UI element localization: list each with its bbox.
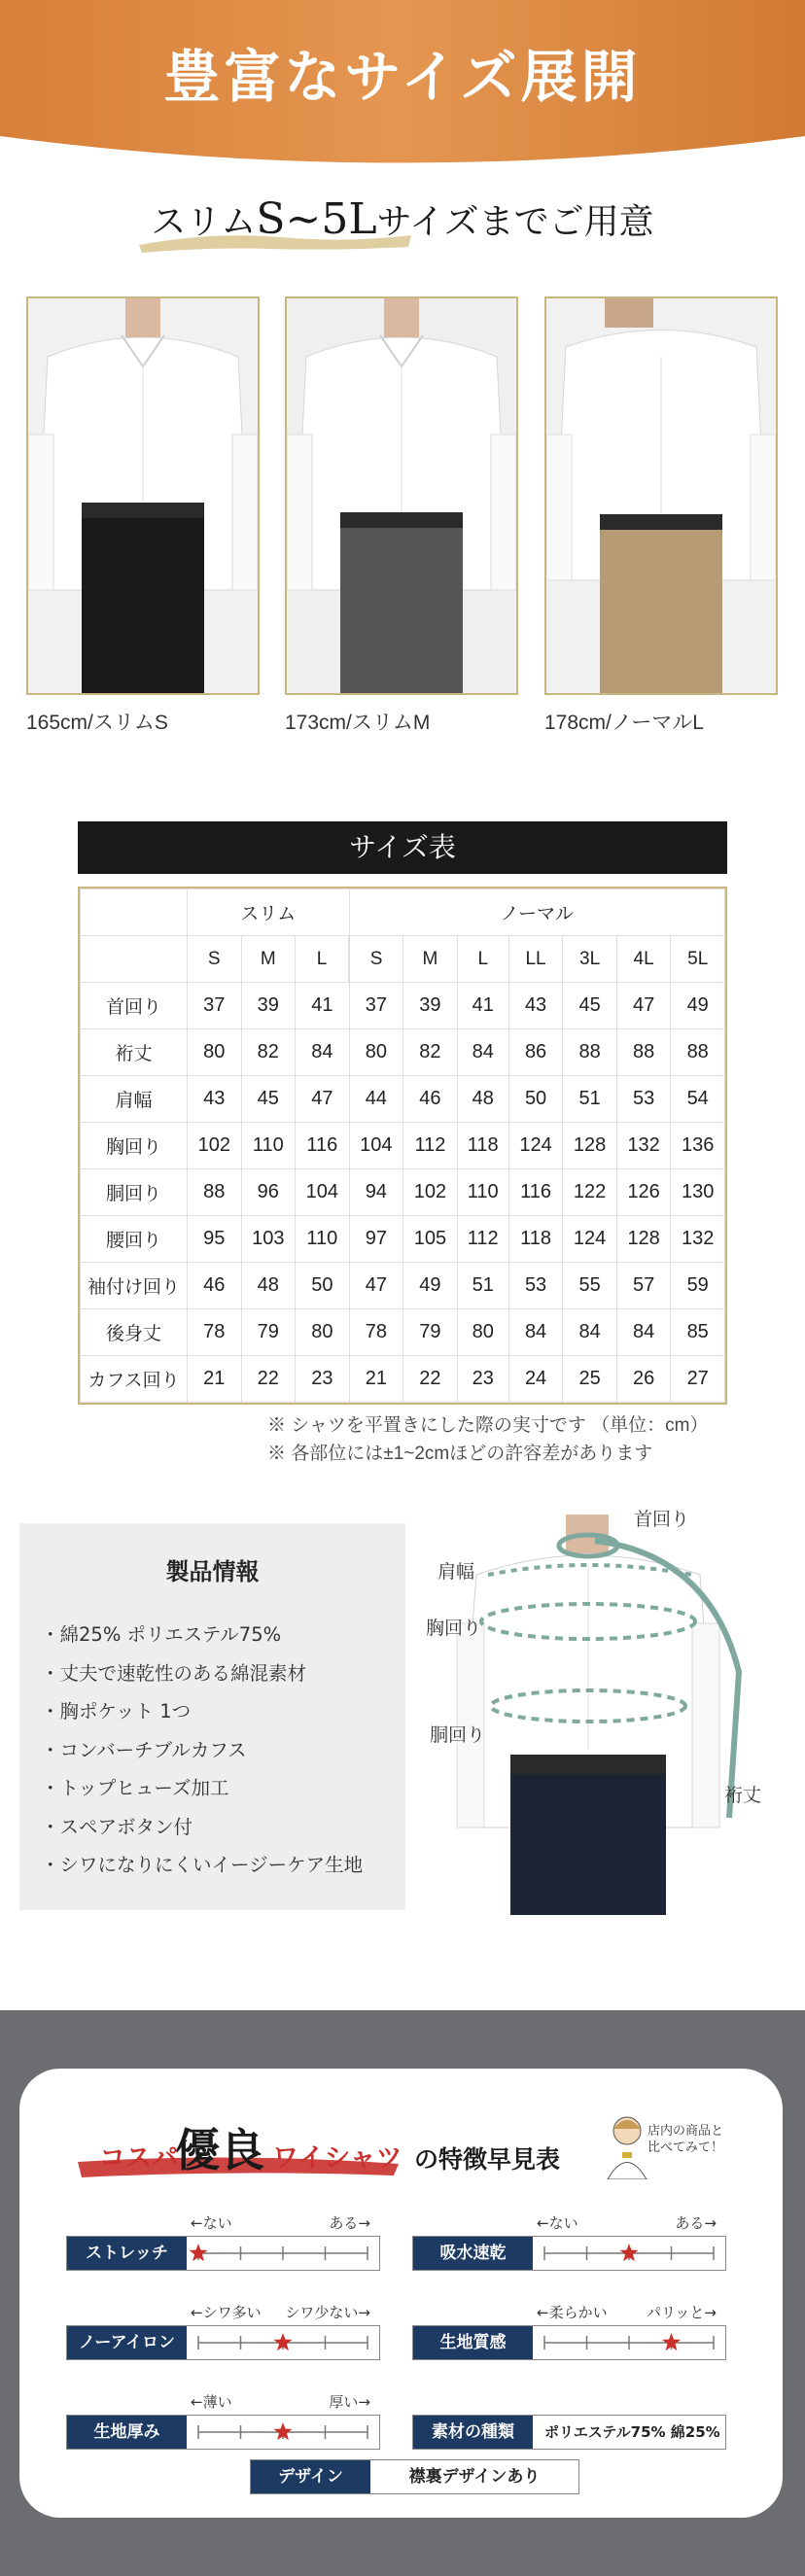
- table-cell: 48: [241, 1263, 296, 1309]
- metric-bar: [412, 2236, 726, 2271]
- table-cell: 96: [241, 1169, 296, 1216]
- table-cell: 46: [403, 1076, 458, 1123]
- size-header-cell: S: [349, 936, 403, 983]
- table-cell: 102: [403, 1169, 458, 1216]
- table-cell: 59: [671, 1263, 725, 1309]
- table-cell: 44: [349, 1076, 403, 1123]
- row-header: 袖付け回り: [81, 1263, 188, 1309]
- metric-left-label: ←シワ多い: [191, 2304, 262, 2321]
- table-cell: 78: [188, 1309, 242, 1356]
- table-cell: 51: [457, 1263, 508, 1309]
- metric-bar: [412, 2325, 726, 2360]
- table-cell: 112: [457, 1216, 508, 1263]
- table-cell: 43: [508, 983, 563, 1029]
- metric-scale: [187, 2416, 379, 2449]
- title-rest: の特徴早見表: [414, 2145, 561, 2174]
- page-title: 豊富なサイズ展開: [163, 44, 642, 110]
- group-normal: ノーマル: [349, 889, 724, 936]
- metric-scale-ends: [66, 2212, 380, 2232]
- table-cell: 50: [508, 1076, 563, 1123]
- table-cell: 128: [616, 1216, 671, 1263]
- table-cell: 85: [671, 1309, 725, 1356]
- model-card: [285, 296, 518, 736]
- title-waisha: ワイシャツ: [272, 2143, 402, 2174]
- model-card: [26, 296, 260, 736]
- table-cell: 37: [349, 983, 403, 1029]
- table-cell: 22: [403, 1356, 458, 1403]
- list-item: ・トップヒューズ加工: [41, 1777, 229, 1799]
- table-cell: 132: [616, 1123, 671, 1169]
- table-cell: 128: [563, 1123, 617, 1169]
- table-cell: 104: [349, 1123, 403, 1169]
- table-cell: 23: [296, 1356, 350, 1403]
- table-cell: 118: [508, 1216, 563, 1263]
- table-cell: 37: [188, 983, 242, 1029]
- table-cell: 54: [671, 1076, 725, 1123]
- subtitle-range: S~5L: [256, 194, 377, 244]
- table-cell: 116: [508, 1169, 563, 1216]
- metric-label: 生地厚み: [67, 2416, 187, 2449]
- metric-right-label: シワ少ない→: [285, 2304, 370, 2321]
- table-cell: 132: [671, 1216, 725, 1263]
- table-cell: 27: [671, 1356, 725, 1403]
- table-cell: 124: [508, 1123, 563, 1169]
- table-row: [81, 1029, 725, 1076]
- table-cell: 97: [349, 1216, 403, 1263]
- product-info-title: 製品情報: [165, 1558, 260, 1585]
- table-cell: 53: [616, 1076, 671, 1123]
- table-cell: 84: [457, 1029, 508, 1076]
- model-photo: [285, 296, 518, 695]
- table-cell: 82: [403, 1029, 458, 1076]
- table-cell: 79: [403, 1309, 458, 1356]
- metric-left-label: ←薄い: [191, 2393, 232, 2411]
- note-line: ※ シャツを平置きにした際の実寸です （単位：cm）: [267, 1415, 709, 1436]
- table-cell: 53: [508, 1263, 563, 1309]
- list-item: ・綿25% ポリエステル75%: [41, 1623, 282, 1646]
- table-cell: 39: [403, 983, 458, 1029]
- metric-bar: [66, 2325, 380, 2360]
- title-cosupa: コスパ: [99, 2143, 178, 2174]
- metric-scale: [187, 2237, 379, 2270]
- table-cell: 84: [616, 1309, 671, 1356]
- metric-label: 素材の種類: [413, 2416, 533, 2449]
- table-cell: 49: [403, 1263, 458, 1309]
- table-cell: 21: [349, 1356, 403, 1403]
- table-cell: 103: [241, 1216, 296, 1263]
- label-waist: 胴回り: [430, 1724, 486, 1746]
- staff-illustration-icon: [603, 2111, 651, 2179]
- product-info-panel: [19, 1523, 405, 1910]
- design-value: 襟裏デザインあり: [408, 2467, 541, 2487]
- size-table-title: サイズ表: [78, 821, 727, 874]
- table-cell: 102: [188, 1123, 242, 1169]
- row-header: 首回り: [81, 983, 188, 1029]
- table-cell: 88: [188, 1169, 242, 1216]
- table-cell: 41: [296, 983, 350, 1029]
- size-header-cell: S: [188, 936, 242, 983]
- table-cell: 88: [671, 1029, 725, 1076]
- metric-left-label: ←柔らかい: [537, 2304, 608, 2321]
- list-item: ・コンバーチブルカフス: [41, 1738, 247, 1761]
- metric-right-label: ある→: [329, 2214, 370, 2232]
- table-cell: 41: [457, 983, 508, 1029]
- product-info-list: [41, 1616, 363, 1885]
- table-row: [81, 1263, 725, 1309]
- measurement-diagram: [418, 1497, 805, 1915]
- size-table: [78, 887, 727, 1405]
- metric-scale-ends: [412, 2212, 726, 2232]
- feature-metric: [412, 2391, 726, 2450]
- metric-left-label: ←ない: [537, 2214, 578, 2232]
- table-cell: 84: [508, 1309, 563, 1356]
- table-row: [81, 1123, 725, 1169]
- metric-left-label: ←ない: [191, 2214, 232, 2232]
- design-row: [250, 2459, 579, 2494]
- row-header: 肩幅: [81, 1076, 188, 1123]
- metric-bar: [412, 2415, 726, 2450]
- table-cell: 122: [563, 1169, 617, 1216]
- table-cell: 84: [563, 1309, 617, 1356]
- table-row: [81, 1216, 725, 1263]
- design-label: デザイン: [251, 2460, 370, 2493]
- table-cell: 130: [671, 1169, 725, 1216]
- metric-value: ポリエステル75% 綿25%: [544, 2423, 720, 2441]
- table-cell: 47: [616, 983, 671, 1029]
- table-cell: 47: [349, 1263, 403, 1309]
- corner-cell: [81, 889, 188, 936]
- feature-card: [19, 2069, 783, 2518]
- row-header: 後身丈: [81, 1309, 188, 1356]
- table-cell: 88: [563, 1029, 617, 1076]
- metric-right-label: ある→: [675, 2214, 717, 2232]
- title-yuryo: 優良: [175, 2124, 264, 2176]
- size-group-row: [81, 889, 725, 936]
- metric-scale-ends: [66, 2302, 380, 2321]
- table-cell: 78: [349, 1309, 403, 1356]
- metric-scale-ends: [412, 2302, 726, 2321]
- metric-scale-ends: [66, 2391, 380, 2411]
- list-item: ・胸ポケット 1つ: [41, 1700, 192, 1723]
- subtitle: [0, 194, 805, 244]
- table-row: [81, 1356, 725, 1403]
- table-cell: 22: [241, 1356, 296, 1403]
- table-cell: 49: [671, 983, 725, 1029]
- size-header-cell: M: [403, 936, 458, 983]
- table-cell: 110: [241, 1123, 296, 1169]
- table-cell: 80: [457, 1309, 508, 1356]
- subtitle-lead: スリム: [151, 202, 257, 242]
- model-caption: 173cm/スリムM: [285, 712, 431, 734]
- metric-label: 生地質感: [413, 2326, 533, 2359]
- list-item: ・スペアボタン付: [41, 1815, 193, 1838]
- speech-bubble: 店内の商品と比べてみて！: [647, 2124, 723, 2155]
- metric-scale: [533, 2237, 725, 2270]
- corner-cell: [81, 936, 188, 983]
- table-cell: 94: [349, 1169, 403, 1216]
- size-notes: [267, 1411, 709, 1468]
- shirt-diagram-image: [418, 1497, 805, 1915]
- feature-metric: [66, 2212, 380, 2271]
- table-cell: 124: [563, 1216, 617, 1263]
- table-cell: 24: [508, 1356, 563, 1403]
- table-cell: 80: [349, 1029, 403, 1076]
- metric-bar: [66, 2415, 380, 2450]
- table-cell: 112: [403, 1123, 458, 1169]
- row-header: 腰回り: [81, 1216, 188, 1263]
- table-cell: 39: [241, 983, 296, 1029]
- model-caption: 178cm/ノーマルL: [544, 712, 704, 734]
- table-cell: 88: [616, 1029, 671, 1076]
- feature-metric: [412, 2302, 726, 2360]
- table-cell: 45: [241, 1076, 296, 1123]
- metric-scale: [533, 2326, 725, 2359]
- label-sleeve: 裄丈: [724, 1785, 762, 1806]
- note-line: ※ 各部位には±1~2cmほどの許容差があります: [267, 1444, 653, 1464]
- metric-bar: [66, 2236, 380, 2271]
- table-cell: 80: [296, 1309, 350, 1356]
- metric-right-label: 厚い→: [329, 2393, 370, 2411]
- size-header-cell: 4L: [616, 936, 671, 983]
- metric-scale: [187, 2326, 379, 2359]
- model-photo: [26, 296, 260, 695]
- table-cell: 84: [296, 1029, 350, 1076]
- table-cell: 86: [508, 1029, 563, 1076]
- feature-metric: [412, 2212, 726, 2271]
- table-cell: 136: [671, 1123, 725, 1169]
- table-cell: 21: [188, 1356, 242, 1403]
- size-header-cell: 3L: [563, 936, 617, 983]
- table-cell: 45: [563, 983, 617, 1029]
- list-item: ・シワになりにくいイージーケア生地: [41, 1854, 364, 1876]
- table-row: [81, 1076, 725, 1123]
- table-cell: 25: [563, 1356, 617, 1403]
- table-cell: 110: [457, 1169, 508, 1216]
- table-cell: 26: [616, 1356, 671, 1403]
- table-cell: 118: [457, 1123, 508, 1169]
- table-row: [81, 1169, 725, 1216]
- model-caption: 165cm/スリムS: [26, 712, 168, 734]
- row-header: カフス回り: [81, 1356, 188, 1403]
- feature-metric: [66, 2391, 380, 2450]
- table-cell: 79: [241, 1309, 296, 1356]
- table-cell: 110: [296, 1216, 350, 1263]
- row-header: 胴回り: [81, 1169, 188, 1216]
- metric-right-label: パリッと→: [647, 2304, 717, 2321]
- table-cell: 50: [296, 1263, 350, 1309]
- table-cell: 80: [188, 1029, 242, 1076]
- table-cell: 95: [188, 1216, 242, 1263]
- row-header: 胸回り: [81, 1123, 188, 1169]
- table-cell: 43: [188, 1076, 242, 1123]
- label-chest: 胸回り: [426, 1618, 482, 1639]
- table-cell: 48: [457, 1076, 508, 1123]
- size-header-cell: L: [296, 936, 350, 983]
- feature-card-header: [78, 2104, 739, 2181]
- table-row: [81, 1309, 725, 1356]
- size-header-cell: L: [457, 936, 508, 983]
- subtitle-tail: サイズまでご用意: [376, 202, 654, 242]
- table-cell: 46: [188, 1263, 242, 1309]
- table-cell: 104: [296, 1169, 350, 1216]
- table-cell: 51: [563, 1076, 617, 1123]
- table-cell: 126: [616, 1169, 671, 1216]
- list-item: ・丈夫で速乾性のある綿混素材: [41, 1661, 307, 1685]
- size-header-cell: 5L: [671, 936, 725, 983]
- table-cell: 23: [457, 1356, 508, 1403]
- metric-label: ノーアイロン: [67, 2326, 187, 2359]
- table-cell: 82: [241, 1029, 296, 1076]
- model-photo: [544, 296, 778, 695]
- row-header: 裄丈: [81, 1029, 188, 1076]
- size-header-row: [81, 936, 725, 983]
- table-cell: 116: [296, 1123, 350, 1169]
- table-cell: 105: [403, 1216, 458, 1263]
- table-cell: 47: [296, 1076, 350, 1123]
- table-cell: 55: [563, 1263, 617, 1309]
- label-neck: 首回り: [634, 1509, 690, 1530]
- group-slim: スリム: [188, 889, 350, 936]
- label-shoulder: 肩幅: [438, 1561, 475, 1583]
- metric-label: 吸水速乾: [413, 2237, 533, 2270]
- size-header-cell: LL: [508, 936, 563, 983]
- model-card: [544, 296, 778, 736]
- table-cell: 57: [616, 1263, 671, 1309]
- feature-metric: [66, 2302, 380, 2360]
- size-header-cell: M: [241, 936, 296, 983]
- metric-scale-ends: [412, 2391, 726, 2411]
- table-row: [81, 983, 725, 1029]
- metric-label: ストレッチ: [67, 2237, 187, 2270]
